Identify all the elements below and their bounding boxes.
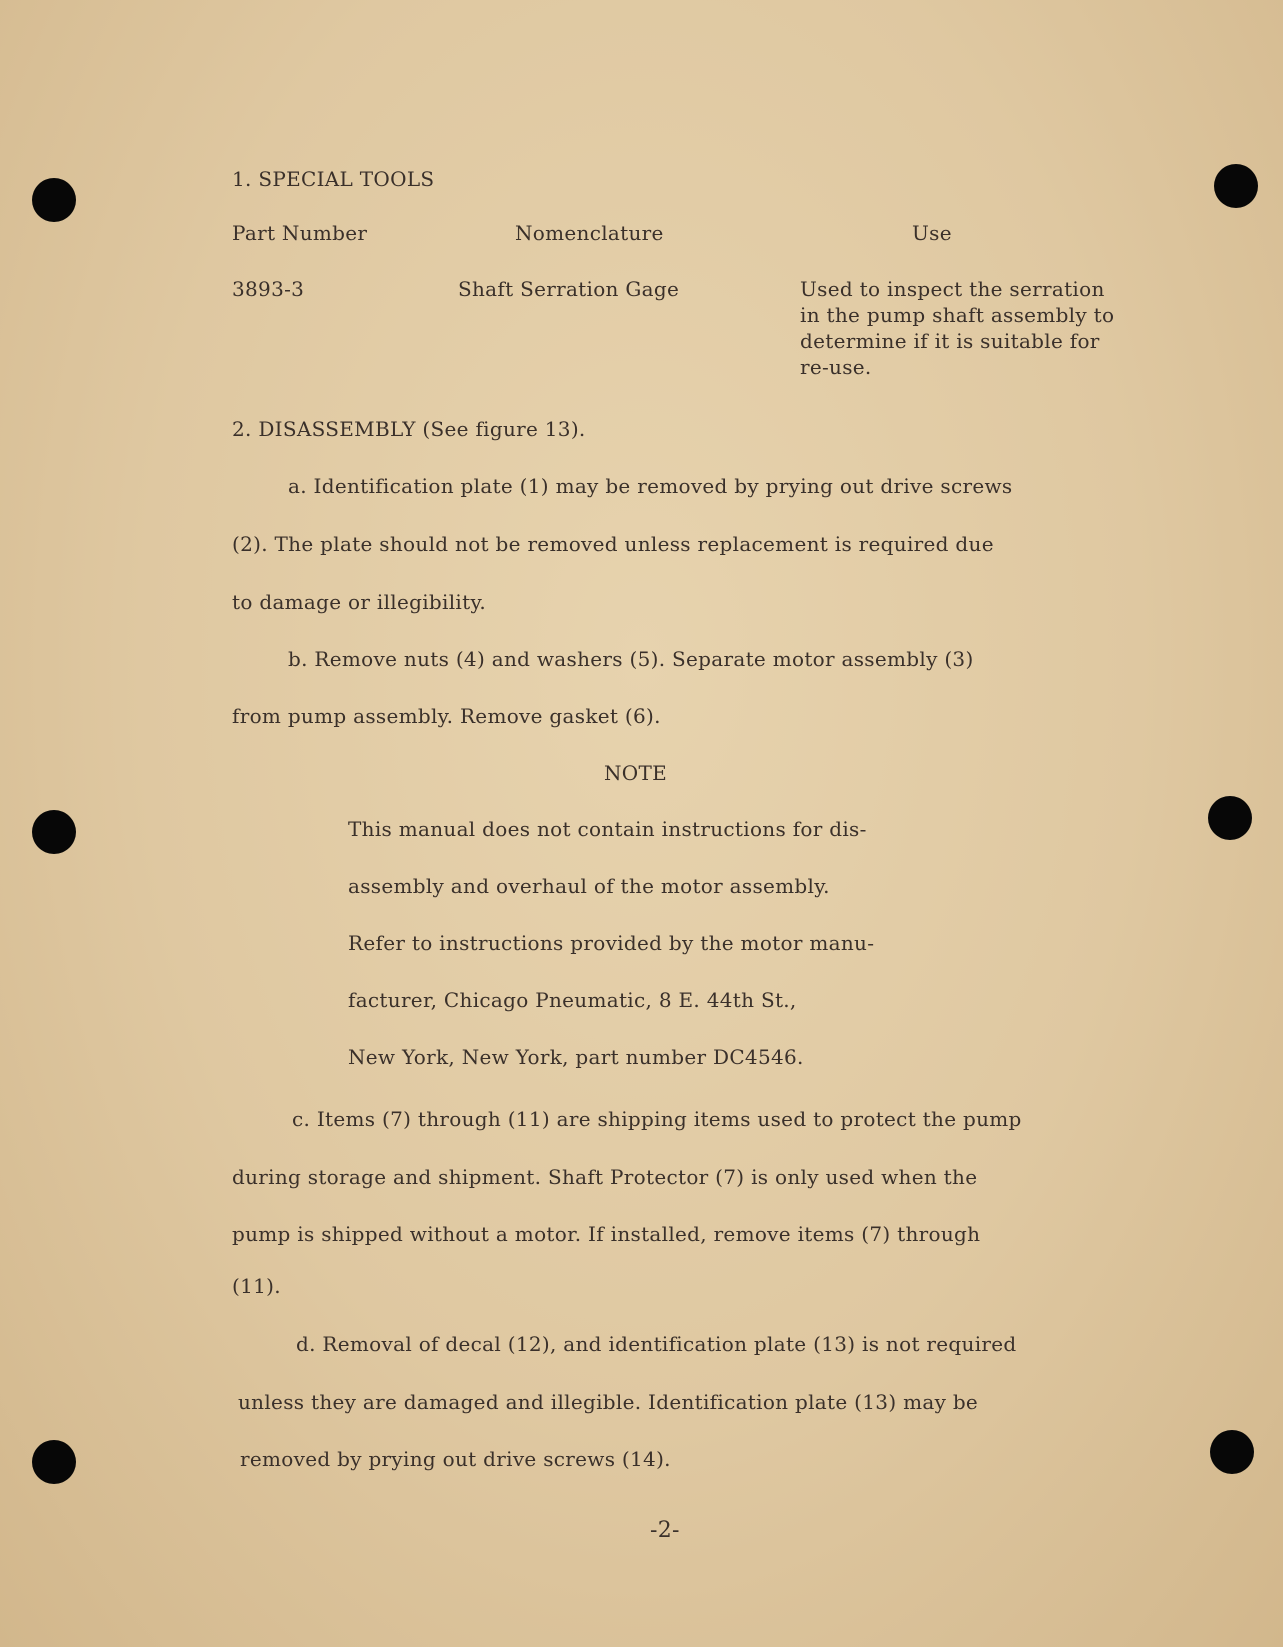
paragraph-c-line: pump is shipped without a motor. If installed, remove items (7) through — [232, 1222, 981, 1246]
punch-hole-left-middle — [32, 810, 76, 854]
tool-use-line: determine if it is suitable for — [800, 329, 1100, 353]
note-title: NOTE — [604, 761, 668, 785]
column-header-nomenclature: Nomenclature — [515, 221, 664, 245]
paragraph-c-line: during storage and shipment. Shaft Protector (7) is only used when the — [232, 1165, 978, 1189]
paragraph-d-line: removed by prying out drive screws (14). — [240, 1447, 671, 1471]
tool-part-number: 3893-3 — [232, 277, 305, 301]
tool-use-line: in the pump shaft assembly to — [800, 303, 1115, 327]
punch-hole-left-bottom — [32, 1440, 76, 1484]
punch-hole-left-top — [32, 178, 76, 222]
punch-hole-right-top — [1214, 164, 1258, 208]
paragraph-a-line: to damage or illegibility. — [232, 590, 487, 614]
note-line: Refer to instructions provided by the motor manu- — [348, 931, 875, 955]
punch-hole-right-bottom — [1210, 1430, 1254, 1474]
paragraph-a-line: (2). The plate should not be removed unless replacement is required due — [232, 532, 994, 556]
column-header-part-number: Part Number — [232, 221, 368, 245]
paragraph-c-line: (11). — [232, 1274, 281, 1298]
note-line: This manual does not contain instructions for dis- — [348, 817, 867, 841]
page-number: -2- — [650, 1518, 680, 1543]
tool-use-line: re-use. — [800, 355, 872, 379]
punch-hole-right-middle — [1208, 796, 1252, 840]
paragraph-d-line: unless they are damaged and illegible. Identification plate (13) may be — [238, 1390, 979, 1414]
note-line: facturer, Chicago Pneumatic, 8 E. 44th St., — [348, 988, 797, 1012]
note-line: New York, New York, part number DC4546. — [348, 1045, 804, 1069]
paragraph-b-line: b. Remove nuts (4) and washers (5). Separate motor assembly (3) — [288, 647, 974, 671]
tool-nomenclature: Shaft Serration Gage — [458, 277, 680, 301]
paragraph-b-line: from pump assembly. Remove gasket (6). — [232, 704, 661, 728]
note-line: assembly and overhaul of the motor assembly. — [348, 874, 830, 898]
paragraph-d-line: d. Removal of decal (12), and identification plate (13) is not required — [296, 1332, 1017, 1356]
section-2-heading: 2. DISASSEMBLY (See figure 13). — [232, 417, 586, 441]
section-1-heading: 1. SPECIAL TOOLS — [232, 167, 435, 191]
paragraph-c-line: c. Items (7) through (11) are shipping items used to protect the pump — [292, 1107, 1022, 1131]
paragraph-a-line: a. Identification plate (1) may be removed by prying out drive screws — [288, 474, 1013, 498]
column-header-use: Use — [912, 221, 952, 245]
tool-use-line: Used to inspect the serration — [800, 277, 1105, 301]
